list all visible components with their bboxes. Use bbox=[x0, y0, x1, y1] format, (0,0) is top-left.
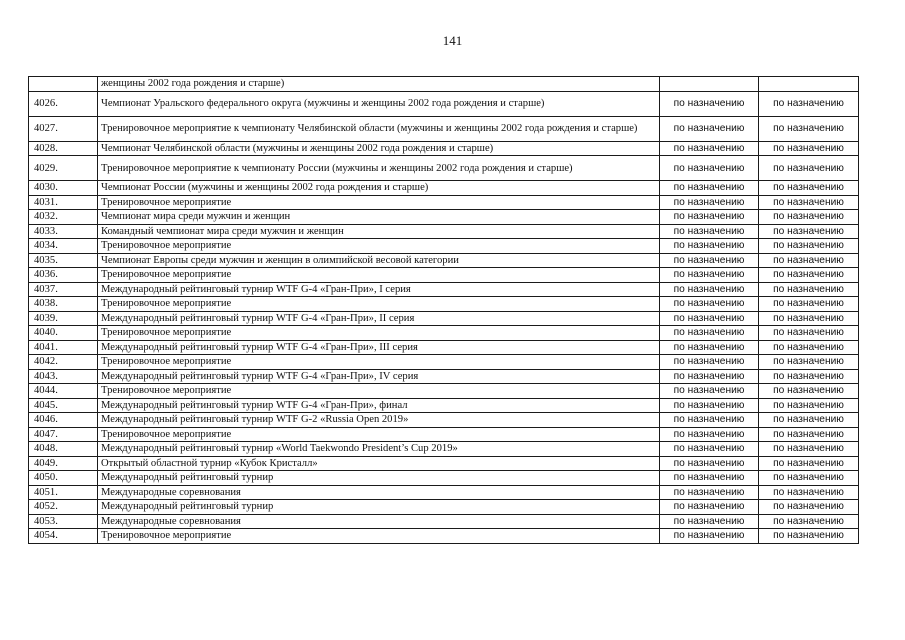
row-col3-cell: по назначению bbox=[660, 398, 759, 413]
row-col3-cell: по назначению bbox=[660, 156, 759, 181]
row-col3-cell: по назначению bbox=[660, 485, 759, 500]
row-col4-cell: по назначению bbox=[759, 224, 859, 239]
row-description-cell: Открытый областной турнир «Кубок Кристалл» bbox=[98, 456, 660, 471]
table-row bbox=[29, 471, 859, 486]
table-row bbox=[29, 326, 859, 341]
row-number-cell: 4035. bbox=[29, 253, 98, 268]
row-col3-cell: по назначению bbox=[660, 340, 759, 355]
row-description-cell: Чемпионат Европы среди мужчин и женщин в олимпийской весовой категории bbox=[98, 253, 660, 268]
row-description-cell: Международный рейтинговый турнир WTF G-4 «Гран-При», III серия bbox=[98, 340, 660, 355]
row-description-cell: Тренировочное мероприятие bbox=[98, 195, 660, 210]
row-col4-cell: по назначению bbox=[759, 427, 859, 442]
row-number-cell: 4041. bbox=[29, 340, 98, 355]
row-number-cell: 4052. bbox=[29, 500, 98, 515]
row-col4-cell: по назначению bbox=[759, 398, 859, 413]
row-description-cell: Международные соревнования bbox=[98, 485, 660, 500]
row-description-cell: Тренировочное мероприятие bbox=[98, 326, 660, 341]
row-col4-cell: по назначению bbox=[759, 239, 859, 254]
row-description-cell: Тренировочное мероприятие bbox=[98, 427, 660, 442]
table-row bbox=[29, 355, 859, 370]
table-row bbox=[29, 340, 859, 355]
table-row bbox=[29, 500, 859, 515]
row-number-cell: 4034. bbox=[29, 239, 98, 254]
row-number-cell: 4040. bbox=[29, 326, 98, 341]
table-row bbox=[29, 529, 859, 544]
row-number-cell: 4045. bbox=[29, 398, 98, 413]
row-number-cell: 4050. bbox=[29, 471, 98, 486]
row-col4-cell: по назначению bbox=[759, 116, 859, 141]
table-row bbox=[29, 181, 859, 196]
row-number-cell: 4049. bbox=[29, 456, 98, 471]
table-row bbox=[29, 413, 859, 428]
row-description-cell: Международный рейтинговый турнир WTF G-4 «Гран-При», II серия bbox=[98, 311, 660, 326]
row-col3-cell: по назначению bbox=[660, 355, 759, 370]
table-row bbox=[29, 91, 859, 116]
table-row-continuation bbox=[29, 77, 859, 92]
row-description-cell: Тренировочное мероприятие bbox=[98, 268, 660, 283]
row-col4-cell: по назначению bbox=[759, 355, 859, 370]
row-col3-cell: по назначению bbox=[660, 91, 759, 116]
row-number-cell: 4039. bbox=[29, 311, 98, 326]
row-number-cell: 4038. bbox=[29, 297, 98, 312]
row-col3-cell: по назначению bbox=[660, 384, 759, 399]
row-col4-cell: по назначению bbox=[759, 311, 859, 326]
row-col3-cell bbox=[660, 77, 759, 92]
row-col4-cell: по назначению bbox=[759, 500, 859, 515]
table-row bbox=[29, 311, 859, 326]
row-description-cell: Тренировочное мероприятие bbox=[98, 384, 660, 399]
events-table bbox=[28, 76, 859, 544]
table-row bbox=[29, 210, 859, 225]
row-col4-cell: по назначению bbox=[759, 413, 859, 428]
table-row bbox=[29, 485, 859, 500]
row-col4-cell: по назначению bbox=[759, 442, 859, 457]
row-col3-cell: по назначению bbox=[660, 181, 759, 196]
row-col4-cell: по назначению bbox=[759, 485, 859, 500]
row-description-cell: Международный рейтинговый турнир bbox=[98, 471, 660, 486]
row-col4-cell bbox=[759, 77, 859, 92]
row-number-cell: 4036. bbox=[29, 268, 98, 283]
row-col4-cell: по назначению bbox=[759, 514, 859, 529]
row-description-cell: Тренировочное мероприятие bbox=[98, 239, 660, 254]
table-row bbox=[29, 239, 859, 254]
row-col3-cell: по назначению bbox=[660, 311, 759, 326]
row-col4-cell: по назначению bbox=[759, 369, 859, 384]
row-number-cell: 4033. bbox=[29, 224, 98, 239]
row-description-cell: Чемпионат России (мужчины и женщины 2002 года рождения и старше) bbox=[98, 181, 660, 196]
page-number: 141 bbox=[442, 33, 463, 48]
table-row bbox=[29, 282, 859, 297]
table-row bbox=[29, 297, 859, 312]
events-table-body bbox=[29, 77, 859, 544]
row-number-cell: 4031. bbox=[29, 195, 98, 210]
row-col4-cell: по назначению bbox=[759, 181, 859, 196]
row-description-cell: Международный рейтинговый турнир bbox=[98, 500, 660, 515]
row-number-cell: 4053. bbox=[29, 514, 98, 529]
row-col3-cell: по назначению bbox=[660, 297, 759, 312]
row-col4-cell: по назначению bbox=[759, 268, 859, 283]
row-description-cell: Тренировочное мероприятие к чемпионату России (мужчины и женщины 2002 года рождения и старше) bbox=[98, 156, 660, 181]
row-number-cell: 4054. bbox=[29, 529, 98, 544]
row-col3-cell: по назначению bbox=[660, 268, 759, 283]
row-description-cell: Международный рейтинговый турнир «World Taekwondo President’s Cup 2019» bbox=[98, 442, 660, 457]
row-col4-cell: по назначению bbox=[759, 195, 859, 210]
table-row bbox=[29, 369, 859, 384]
row-description-cell: Тренировочное мероприятие bbox=[98, 297, 660, 312]
table-row bbox=[29, 427, 859, 442]
row-col3-cell: по назначению bbox=[660, 500, 759, 515]
table-row bbox=[29, 141, 859, 156]
row-col3-cell: по назначению bbox=[660, 413, 759, 428]
row-col3-cell: по назначению bbox=[660, 210, 759, 225]
row-col4-cell: по назначению bbox=[759, 384, 859, 399]
row-col3-cell: по назначению bbox=[660, 514, 759, 529]
row-col4-cell: по назначению bbox=[759, 156, 859, 181]
row-number-cell: 4048. bbox=[29, 442, 98, 457]
row-number-cell: 4047. bbox=[29, 427, 98, 442]
row-number-cell: 4042. bbox=[29, 355, 98, 370]
table-row bbox=[29, 116, 859, 141]
table-row bbox=[29, 456, 859, 471]
row-description-cell: Командный чемпионат мира среди мужчин и женщин bbox=[98, 224, 660, 239]
row-description-cell: Чемпионат мира среди мужчин и женщин bbox=[98, 210, 660, 225]
row-col3-cell: по назначению bbox=[660, 456, 759, 471]
row-col3-cell: по назначению bbox=[660, 369, 759, 384]
row-description-cell: Тренировочное мероприятие bbox=[98, 529, 660, 544]
row-number-cell: 4051. bbox=[29, 485, 98, 500]
table-row bbox=[29, 442, 859, 457]
row-description-cell: Тренировочное мероприятие bbox=[98, 355, 660, 370]
table-row bbox=[29, 268, 859, 283]
row-number-cell: 4027. bbox=[29, 116, 98, 141]
row-number-cell: 4029. bbox=[29, 156, 98, 181]
row-col4-cell: по назначению bbox=[759, 326, 859, 341]
row-col4-cell: по назначению bbox=[759, 91, 859, 116]
row-number-cell: 4032. bbox=[29, 210, 98, 225]
row-number-cell bbox=[29, 77, 98, 92]
row-col3-cell: по назначению bbox=[660, 116, 759, 141]
row-col3-cell: по назначению bbox=[660, 224, 759, 239]
row-col3-cell: по назначению bbox=[660, 529, 759, 544]
row-description-cell: женщины 2002 года рождения и старше) bbox=[98, 77, 660, 92]
row-col4-cell: по назначению bbox=[759, 529, 859, 544]
row-col4-cell: по назначению bbox=[759, 141, 859, 156]
row-col3-cell: по назначению bbox=[660, 442, 759, 457]
row-col3-cell: по назначению bbox=[660, 239, 759, 254]
row-col4-cell: по назначению bbox=[759, 471, 859, 486]
row-col4-cell: по назначению bbox=[759, 340, 859, 355]
row-number-cell: 4026. bbox=[29, 91, 98, 116]
row-number-cell: 4044. bbox=[29, 384, 98, 399]
row-col4-cell: по назначению bbox=[759, 297, 859, 312]
row-col3-cell: по назначению bbox=[660, 141, 759, 156]
row-description-cell: Международный рейтинговый турнир WTF G-4 «Гран-При», финал bbox=[98, 398, 660, 413]
row-col4-cell: по назначению bbox=[759, 282, 859, 297]
row-col3-cell: по назначению bbox=[660, 282, 759, 297]
row-col4-cell: по назначению bbox=[759, 253, 859, 268]
table-row bbox=[29, 156, 859, 181]
row-col3-cell: по назначению bbox=[660, 471, 759, 486]
row-number-cell: 4028. bbox=[29, 141, 98, 156]
row-number-cell: 4046. bbox=[29, 413, 98, 428]
row-col4-cell: по назначению bbox=[759, 210, 859, 225]
row-description-cell: Чемпионат Челябинской области (мужчины и женщины 2002 года рождения и старше) bbox=[98, 141, 660, 156]
row-col3-cell: по назначению bbox=[660, 326, 759, 341]
table-row bbox=[29, 224, 859, 239]
row-description-cell: Международный рейтинговый турнир WTF G-4 «Гран-При», IV серия bbox=[98, 369, 660, 384]
row-col3-cell: по назначению bbox=[660, 253, 759, 268]
row-number-cell: 4037. bbox=[29, 282, 98, 297]
row-number-cell: 4030. bbox=[29, 181, 98, 196]
row-number-cell: 4043. bbox=[29, 369, 98, 384]
row-col3-cell: по назначению bbox=[660, 195, 759, 210]
table-row bbox=[29, 195, 859, 210]
row-description-cell: Чемпионат Уральского федерального округа (мужчины и женщины 2002 года рождения и старше) bbox=[98, 91, 660, 116]
table-row bbox=[29, 514, 859, 529]
row-col4-cell: по назначению bbox=[759, 456, 859, 471]
row-description-cell: Тренировочное мероприятие к чемпионату Челябинской области (мужчины и женщины 2002 года рождения и старше) bbox=[98, 116, 660, 141]
table-row bbox=[29, 253, 859, 268]
table-row bbox=[29, 384, 859, 399]
row-description-cell: Международный рейтинговый турнир WTF G-2 «Russia Open 2019» bbox=[98, 413, 660, 428]
row-description-cell: Международные соревнования bbox=[98, 514, 660, 529]
table-row bbox=[29, 398, 859, 413]
row-description-cell: Международный рейтинговый турнир WTF G-4 «Гран-При», I серия bbox=[98, 282, 660, 297]
row-col3-cell: по назначению bbox=[660, 427, 759, 442]
